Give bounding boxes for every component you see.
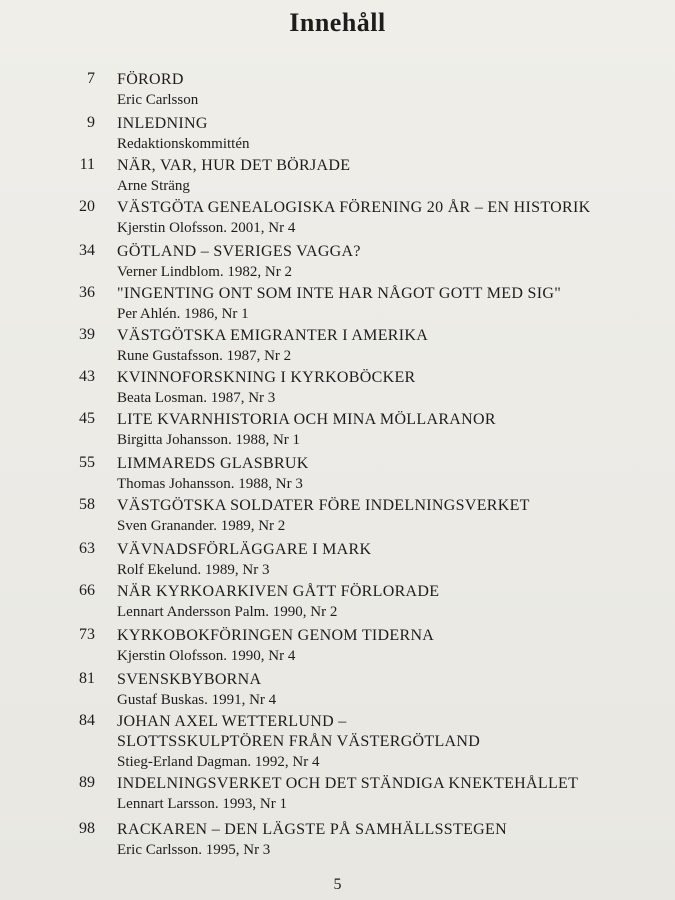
toc-entry-text bbox=[117, 626, 637, 666]
toc-entry-text bbox=[117, 540, 637, 580]
toc-page-number: 58 bbox=[79, 496, 95, 513]
toc-page-number: 63 bbox=[79, 540, 95, 557]
toc-entry bbox=[0, 774, 675, 818]
toc-page-number: 66 bbox=[79, 582, 95, 599]
toc-author: Eric Carlsson. 1995, Nr 3 bbox=[117, 842, 271, 858]
toc-heading: KVINNOFORSKNING I KYRKOBÖCKER bbox=[117, 369, 416, 386]
toc-author: Kjerstin Olofsson. 1990, Nr 4 bbox=[117, 648, 296, 664]
toc-author: Per Ahlén. 1986, Nr 1 bbox=[117, 306, 249, 322]
toc-entry-text bbox=[117, 70, 637, 110]
toc-heading: SLOTTSSKULPTÖREN FRÅN VÄSTERGÖTLAND bbox=[117, 733, 481, 750]
toc-heading: INLEDNING bbox=[117, 115, 208, 132]
toc-heading: SVENSKBYBORNA bbox=[117, 671, 262, 688]
toc-author: Eric Carlsson bbox=[117, 92, 199, 108]
toc-entry bbox=[0, 70, 675, 114]
toc-heading: LIMMAREDS GLASBRUK bbox=[117, 455, 309, 472]
toc-page-number: 43 bbox=[79, 368, 95, 385]
toc-entry-text bbox=[117, 114, 637, 154]
toc-heading: VÄVNADSFÖRLÄGGARE I MARK bbox=[117, 541, 372, 558]
toc-author: Rolf Ekelund. 1989, Nr 3 bbox=[117, 562, 270, 578]
toc-entry-text bbox=[117, 496, 637, 536]
toc-page-number: 45 bbox=[79, 410, 95, 427]
toc-entry bbox=[0, 326, 675, 370]
page-title: Innehåll bbox=[289, 8, 386, 37]
toc-heading: FÖRORD bbox=[117, 71, 184, 88]
toc-author: Sven Granander. 1989, Nr 2 bbox=[117, 518, 286, 534]
toc-entry-text bbox=[117, 454, 637, 494]
toc-author: Rune Gustafsson. 1987, Nr 2 bbox=[117, 348, 292, 364]
toc-page-number: 9 bbox=[87, 114, 95, 131]
toc-entry bbox=[0, 820, 675, 864]
toc-author: Lennart Andersson Palm. 1990, Nr 2 bbox=[117, 604, 338, 620]
toc-entry bbox=[0, 712, 675, 770]
toc-heading: INDELNINGSVERKET OCH DET STÄNDIGA KNEKTEHÅLLET bbox=[117, 775, 579, 792]
toc-entry-text bbox=[117, 156, 637, 196]
toc-page-number: 7 bbox=[87, 70, 95, 87]
toc-entry bbox=[0, 582, 675, 626]
toc-entry bbox=[0, 410, 675, 454]
toc-heading: VÄSTGÖTSKA SOLDATER FÖRE INDELNINGSVERKET bbox=[117, 497, 530, 514]
toc-heading: NÄR KYRKOARKIVEN GÅTT FÖRLORADE bbox=[117, 583, 440, 600]
toc-entry-text bbox=[117, 582, 637, 622]
toc-author: Thomas Johansson. 1988, Nr 3 bbox=[117, 476, 303, 492]
toc-entry-text bbox=[117, 820, 637, 860]
toc-entry-text bbox=[117, 368, 637, 408]
toc-heading: GÖTLAND – SVERIGES VAGGA? bbox=[117, 243, 361, 260]
toc-heading: "INGENTING ONT SOM INTE HAR NÅGOT GOTT MED SIG" bbox=[117, 285, 562, 302]
toc-page-number: 84 bbox=[79, 712, 95, 729]
toc-entry bbox=[0, 368, 675, 412]
toc-entry-text bbox=[117, 198, 637, 238]
toc-heading: RACKAREN – DEN LÄGSTE PÅ SAMHÄLLSSTEGEN bbox=[117, 821, 507, 838]
toc-entry bbox=[0, 670, 675, 714]
toc-entry bbox=[0, 454, 675, 498]
toc-heading: VÄSTGÖTSKA EMIGRANTER I AMERIKA bbox=[117, 327, 429, 344]
toc-entry bbox=[0, 496, 675, 540]
toc-author: Arne Sträng bbox=[117, 178, 190, 194]
toc-author: Kjerstin Olofsson. 2001, Nr 4 bbox=[117, 220, 296, 236]
toc-heading: NÄR, VAR, HUR DET BÖRJADE bbox=[117, 157, 351, 174]
toc-entry-text bbox=[117, 284, 637, 324]
toc-heading: VÄSTGÖTA GENEALOGISKA FÖRENING 20 ÅR – EN HISTORIK bbox=[117, 199, 591, 216]
toc-page-number: 89 bbox=[79, 774, 95, 791]
toc-entry bbox=[0, 284, 675, 328]
toc-heading: JOHAN AXEL WETTERLUND – bbox=[117, 713, 347, 730]
page-number: 5 bbox=[333, 876, 342, 893]
toc-author: Stieg-Erland Dagman. 1992, Nr 4 bbox=[117, 754, 320, 770]
toc-entry-text bbox=[117, 326, 637, 366]
toc-author: Verner Lindblom. 1982, Nr 2 bbox=[117, 264, 292, 280]
toc-heading: LITE KVARNHISTORIA OCH MINA MÖLLARANOR bbox=[117, 411, 496, 428]
toc-page-number: 55 bbox=[79, 454, 95, 471]
toc-entry-text bbox=[117, 410, 637, 450]
toc-entry bbox=[0, 114, 675, 158]
toc-page-number: 11 bbox=[79, 156, 95, 173]
toc-entry bbox=[0, 242, 675, 286]
toc-author: Redaktionskommittén bbox=[117, 136, 250, 152]
toc-author: Gustaf Buskas. 1991, Nr 4 bbox=[117, 692, 277, 708]
toc-page-number: 73 bbox=[79, 626, 95, 643]
toc-entry bbox=[0, 540, 675, 584]
toc-entry-text bbox=[117, 712, 637, 772]
toc-author: Lennart Larsson. 1993, Nr 1 bbox=[117, 796, 287, 812]
toc-page-number: 36 bbox=[79, 284, 95, 301]
toc-entry-text bbox=[117, 242, 637, 282]
toc-page-number: 81 bbox=[79, 670, 95, 687]
toc-author: Beata Losman. 1987, Nr 3 bbox=[117, 390, 276, 406]
toc-entry bbox=[0, 198, 675, 242]
toc-page-number: 20 bbox=[79, 198, 95, 215]
toc-entry-text bbox=[117, 774, 637, 814]
toc-page-number: 39 bbox=[79, 326, 95, 343]
toc-entry bbox=[0, 156, 675, 200]
toc-page-number: 98 bbox=[79, 820, 95, 837]
toc-heading: KYRKOBOKFÖRINGEN GENOM TIDERNA bbox=[117, 627, 435, 644]
toc-author: Birgitta Johansson. 1988, Nr 1 bbox=[117, 432, 301, 448]
toc-entry-text bbox=[117, 670, 637, 710]
toc-page-number: 34 bbox=[79, 242, 95, 259]
toc-entry bbox=[0, 626, 675, 670]
